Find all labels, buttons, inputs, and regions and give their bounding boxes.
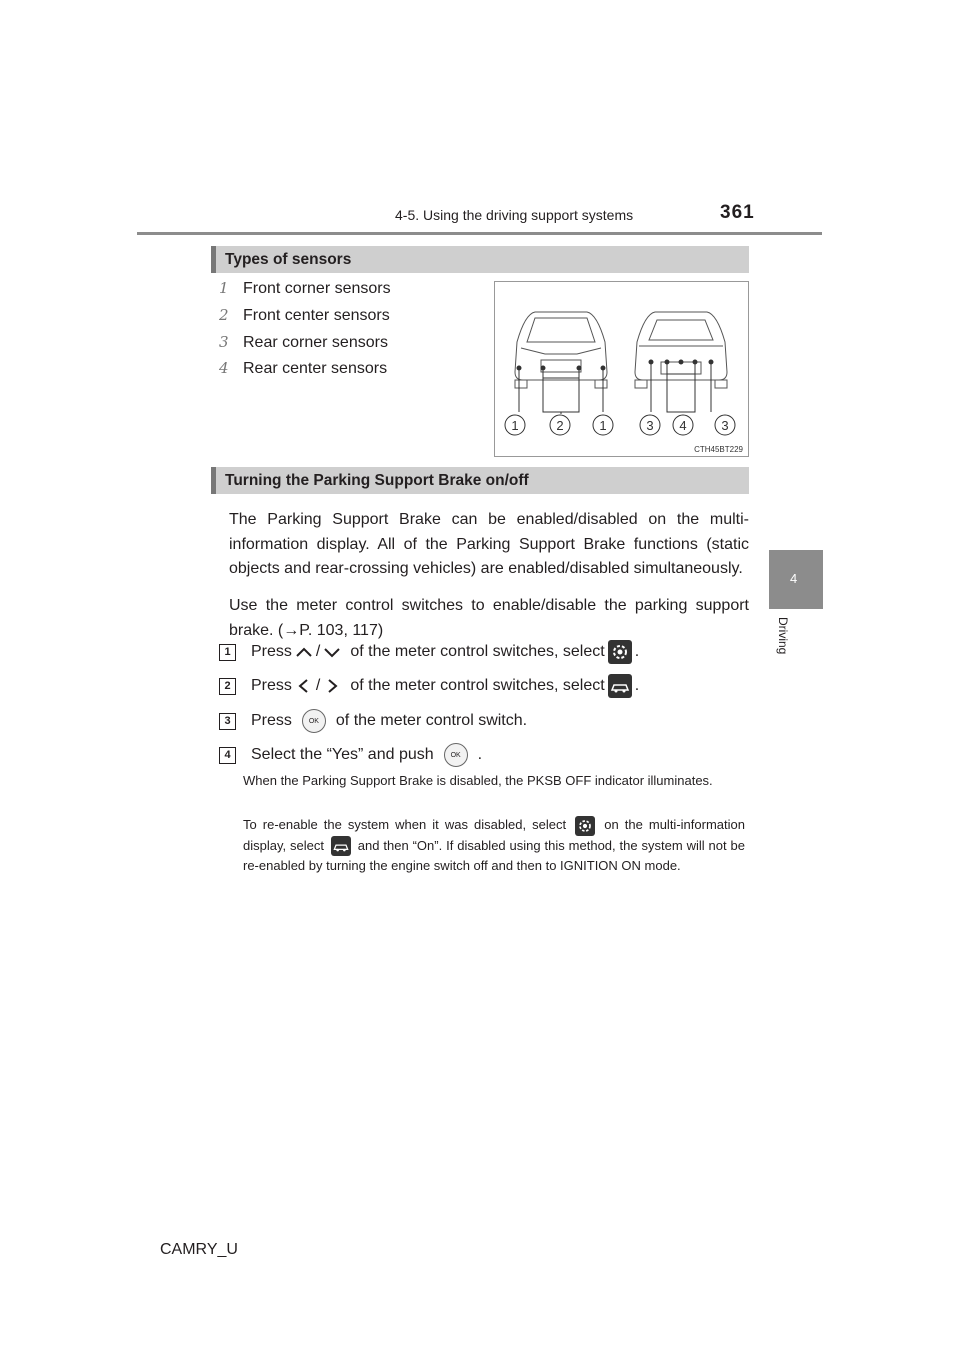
- callout-label: 1: [599, 418, 607, 433]
- step-end: .: [634, 643, 640, 660]
- step-number: 4: [219, 747, 236, 764]
- car-diagram-illustration: [495, 282, 748, 456]
- step-3: [219, 709, 527, 733]
- step-text: of the meter control switches, select: [350, 643, 605, 660]
- step-text: Press: [251, 677, 292, 694]
- rear-car-icon: [635, 312, 727, 388]
- step-2: [219, 674, 639, 698]
- ok-button-icon: OK: [302, 709, 326, 733]
- note-re-enable: [243, 815, 745, 877]
- callout-label: 4: [679, 418, 687, 433]
- note-text: and then “On”. If disabled using this method, the system will not be re-enabled by turning the engine switch off and then to IGNITION ON mode.: [243, 837, 745, 874]
- step-number: 1: [219, 644, 236, 661]
- ok-button-icon: OK: [444, 743, 468, 767]
- sensor-item: [219, 279, 391, 298]
- note-text: To re-enable the system when it was disabled, select: [243, 817, 567, 832]
- step-text: Press: [251, 643, 292, 660]
- car-icon: [608, 674, 632, 698]
- car-icon: [331, 836, 351, 856]
- sensor-item: [219, 306, 390, 325]
- step-end: .: [634, 677, 640, 694]
- note-pksb-off: When the Parking Support Brake is disabled, the PKSB OFF indicator illuminates.: [243, 773, 713, 788]
- chevron-left-icon: [295, 679, 313, 693]
- note-text: on the multi-information display, select: [243, 817, 745, 853]
- sensor-label: Front corner sensors: [243, 280, 391, 297]
- sensor-item: [219, 359, 387, 378]
- paragraph-instructions: Use the meter control switches to enable/disable the parking support brake. (→P. 103, 117): [229, 597, 749, 639]
- step-1: [219, 640, 639, 664]
- callout-label: 3: [646, 418, 654, 433]
- chapter-number: 4: [790, 571, 798, 586]
- callout-label: 3: [721, 418, 729, 433]
- step-4: [219, 743, 482, 767]
- chapter-label: Driving: [776, 617, 790, 655]
- callout-number: 3: [219, 333, 229, 351]
- callout-number: 2: [219, 306, 229, 324]
- sensor-label: Front center sensors: [243, 307, 390, 324]
- heading-parking-support-brake: Turning the Parking Support Brake on/off: [211, 467, 749, 494]
- sensor-label: Rear center sensors: [243, 360, 388, 377]
- callout-label: 1: [511, 418, 519, 433]
- figure-code: CTH45BT229: [694, 445, 743, 454]
- heading-types-of-sensors: Types of sensors: [211, 246, 749, 273]
- page-number: 361: [720, 202, 755, 223]
- front-car-icon: [515, 312, 607, 388]
- paragraph-description: The Parking Support Brake can be enabled/disabled on the multi-information display. All of the Parking Support Brake functions (static objects and rear-crossing vehicles) are enabled/disabled simultaneously.: [229, 511, 749, 577]
- step-number: 2: [219, 678, 236, 695]
- chevron-up-icon: [295, 645, 313, 659]
- step-text: of the meter control switch.: [335, 712, 528, 729]
- gear-icon: [608, 640, 632, 664]
- step-separator: /: [315, 643, 321, 660]
- step-text: Select the “Yes” and push: [251, 746, 434, 763]
- section-title: 4-5. Using the driving support systems: [395, 207, 634, 223]
- step-text: Press: [251, 712, 292, 729]
- callout-number: 4: [219, 359, 229, 377]
- callout-number: 1: [219, 279, 229, 297]
- model-code: CAMRY_U: [160, 1241, 238, 1258]
- callout-label: 2: [556, 418, 564, 433]
- sensor-label: Rear corner sensors: [243, 334, 388, 351]
- chevron-right-icon: [323, 679, 341, 693]
- header-rule: [137, 232, 822, 235]
- step-separator: /: [315, 677, 321, 694]
- step-end: .: [477, 746, 483, 763]
- step-text: of the meter control switches, select: [350, 677, 605, 694]
- sensor-location-diagram: [494, 281, 749, 457]
- step-number: 3: [219, 713, 236, 730]
- gear-icon: [575, 816, 595, 836]
- chevron-down-icon: [323, 645, 341, 659]
- sensor-item: [219, 333, 388, 352]
